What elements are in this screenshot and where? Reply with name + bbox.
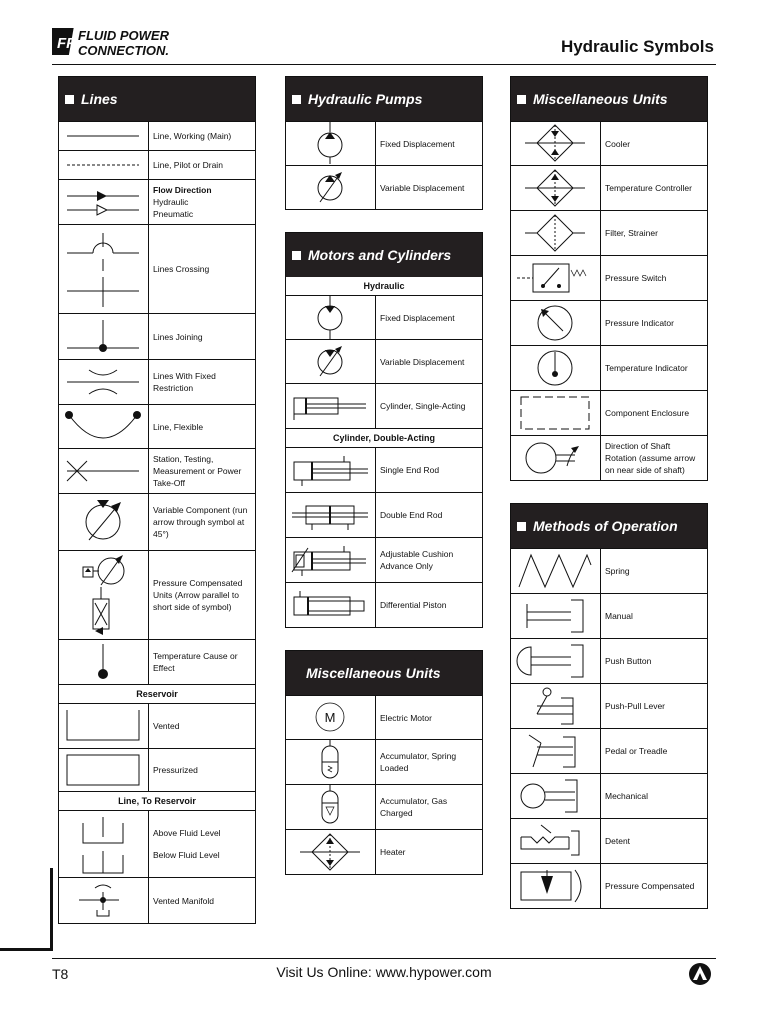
table-row: Above Fluid Level Below Fluid Level: [59, 810, 255, 877]
line-to-reservoir-symbol: [59, 811, 149, 877]
table-row: Cooler: [511, 121, 707, 165]
table-row: Push-Pull Lever: [511, 683, 707, 728]
table-row: Line, Pilot or Drain: [59, 150, 255, 179]
pilot-line-symbol: [59, 151, 149, 179]
vented-reservoir-symbol: [59, 704, 149, 748]
lines-table: [58, 76, 256, 924]
mechanical-symbol: [511, 774, 601, 818]
misc-units-mid-table: [285, 650, 483, 875]
table-row: Filter, Strainer: [511, 210, 707, 255]
table-row: Variable Displacement: [286, 165, 482, 209]
svg-text:M: M: [324, 710, 336, 725]
adjustable-cushion-symbol: [286, 538, 376, 582]
detent-symbol: [511, 819, 601, 863]
misc-units-mid-heading: Miscellaneous Units: [286, 651, 482, 695]
variable-component-symbol: [59, 494, 149, 550]
page-edge-mark: [0, 868, 53, 951]
pumps-table: [285, 76, 483, 210]
table-row: Temperature Controller: [511, 165, 707, 210]
table-row: Single End Rod: [286, 447, 482, 492]
double-acting-subheading: Cylinder, Double-Acting: [286, 428, 482, 447]
temperature-symbol: [59, 640, 149, 684]
temperature-indicator-symbol: [511, 346, 601, 390]
table-row: Pressure Indicator: [511, 300, 707, 345]
pressurized-reservoir-symbol: [59, 749, 149, 791]
heater-symbol: [286, 830, 376, 874]
pressure-switch-symbol: [511, 256, 601, 300]
table-row: Detent: [511, 818, 707, 863]
methods-table: [510, 503, 708, 909]
misc-units-right-table: [510, 76, 708, 481]
spring-accumulator-symbol: [286, 740, 376, 784]
table-row: Push Button: [511, 638, 707, 683]
brand-badge-icon: [688, 962, 712, 986]
table-row: Pressurized: [59, 748, 255, 791]
single-acting-cylinder-symbol: [286, 384, 376, 428]
flow-direction-symbol: [59, 180, 149, 224]
lines-joining-symbol: [59, 314, 149, 359]
variable-motor-symbol: [286, 340, 376, 383]
double-end-rod-symbol: [286, 493, 376, 537]
table-row: M Electric Motor: [286, 695, 482, 739]
fixed-motor-symbol: [286, 296, 376, 339]
station-symbol: [59, 449, 149, 493]
table-row: Flow Direction Hydraulic Pneumatic: [59, 179, 255, 224]
table-row: Pressure Switch: [511, 255, 707, 300]
single-end-rod-symbol: [286, 448, 376, 492]
methods-heading: Methods of Operation: [511, 504, 707, 548]
gas-accumulator-symbol: [286, 785, 376, 829]
table-row: Lines Joining: [59, 313, 255, 359]
working-line-symbol: [59, 122, 149, 150]
table-row: Lines Crossing: [59, 224, 255, 313]
flexible-line-symbol: [59, 405, 149, 448]
pedal-symbol: [511, 729, 601, 773]
table-row: Cylinder, Single-Acting: [286, 383, 482, 428]
pressure-compensated-symbol: [59, 551, 149, 639]
reservoir-subheading: Reservoir: [59, 684, 255, 703]
table-row: Direction of Shaft Rotation (assume arrow on near side of shaft): [511, 435, 707, 480]
table-row: Mechanical: [511, 773, 707, 818]
variable-pump-symbol: [286, 166, 376, 209]
manual-symbol: [511, 594, 601, 638]
pressure-indicator-symbol: [511, 301, 601, 345]
table-row: Variable Component (run arrow through symbol at 45°): [59, 493, 255, 550]
table-row: Temperature Cause or Effect: [59, 639, 255, 684]
svg-text:FF: FF: [57, 35, 76, 52]
table-row: Lines With Fixed Restriction: [59, 359, 255, 404]
page-title: Hydraulic Symbols: [560, 37, 714, 56]
table-row: Accumulator, Spring Loaded: [286, 739, 482, 784]
cooler-symbol: [511, 122, 601, 165]
table-row: Heater: [286, 829, 482, 874]
lines-crossing-symbol: [59, 225, 149, 313]
table-row: Line, Working (Main): [59, 121, 255, 150]
push-button-symbol: [511, 639, 601, 683]
table-row: Pedal or Treadle: [511, 728, 707, 773]
pressure-compensated-operator-symbol: [511, 864, 601, 908]
fixed-pump-symbol: [286, 122, 376, 165]
misc-units-right-heading: Miscellaneous Units: [511, 77, 707, 121]
table-row: Spring: [511, 548, 707, 593]
table-row: Component Enclosure: [511, 390, 707, 435]
filter-strainer-symbol: [511, 211, 601, 255]
table-row: Variable Displacement: [286, 339, 482, 383]
footer-divider: [52, 958, 716, 959]
shaft-rotation-symbol: [511, 436, 601, 480]
table-row: Pressure Compensated: [511, 863, 707, 908]
table-row: Fixed Displacement: [286, 121, 482, 165]
table-row: Fixed Displacement: [286, 295, 482, 339]
table-row: Pressure Compensated Units (Arrow parallel to short side of symbol): [59, 550, 255, 639]
table-row: Vented: [59, 703, 255, 748]
lines-heading: Lines: [59, 77, 255, 121]
brand-line2: CONNECTION.: [78, 43, 169, 58]
table-row: Temperature Indicator: [511, 345, 707, 390]
motors-heading: Motors and Cylinders: [286, 233, 482, 277]
table-row: Station, Testing, Measurement or Power Take-Off: [59, 448, 255, 493]
line-to-reservoir-subheading: Line, To Reservoir: [59, 791, 255, 810]
brand-line1: FLUID POWER: [78, 28, 169, 43]
motors-table: [285, 232, 483, 628]
hydraulic-subheading: Hydraulic: [363, 281, 405, 291]
table-row: Differential Piston: [286, 582, 482, 627]
component-enclosure-symbol: [511, 391, 601, 435]
fixed-restriction-symbol: [59, 360, 149, 404]
brand-logo: [52, 26, 180, 58]
vented-manifold-symbol: [59, 878, 149, 923]
table-row: Double End Rod: [286, 492, 482, 537]
table-row: Accumulator, Gas Charged: [286, 784, 482, 829]
spring-symbol: [511, 549, 601, 593]
pumps-heading: Hydraulic Pumps: [286, 77, 482, 121]
push-pull-lever-symbol: [511, 684, 601, 728]
table-row: Manual: [511, 593, 707, 638]
temperature-controller-symbol: [511, 166, 601, 210]
electric-motor-symbol: [286, 696, 376, 739]
table-row: Adjustable Cushion Advance Only: [286, 537, 482, 582]
page-number: T8: [52, 966, 69, 982]
header-divider: [52, 64, 716, 65]
footer-url[interactable]: Visit Us Online: www.hypower.com: [276, 964, 492, 980]
table-row: Vented Manifold: [59, 877, 255, 923]
table-row: Line, Flexible: [59, 404, 255, 448]
differential-piston-symbol: [286, 583, 376, 627]
